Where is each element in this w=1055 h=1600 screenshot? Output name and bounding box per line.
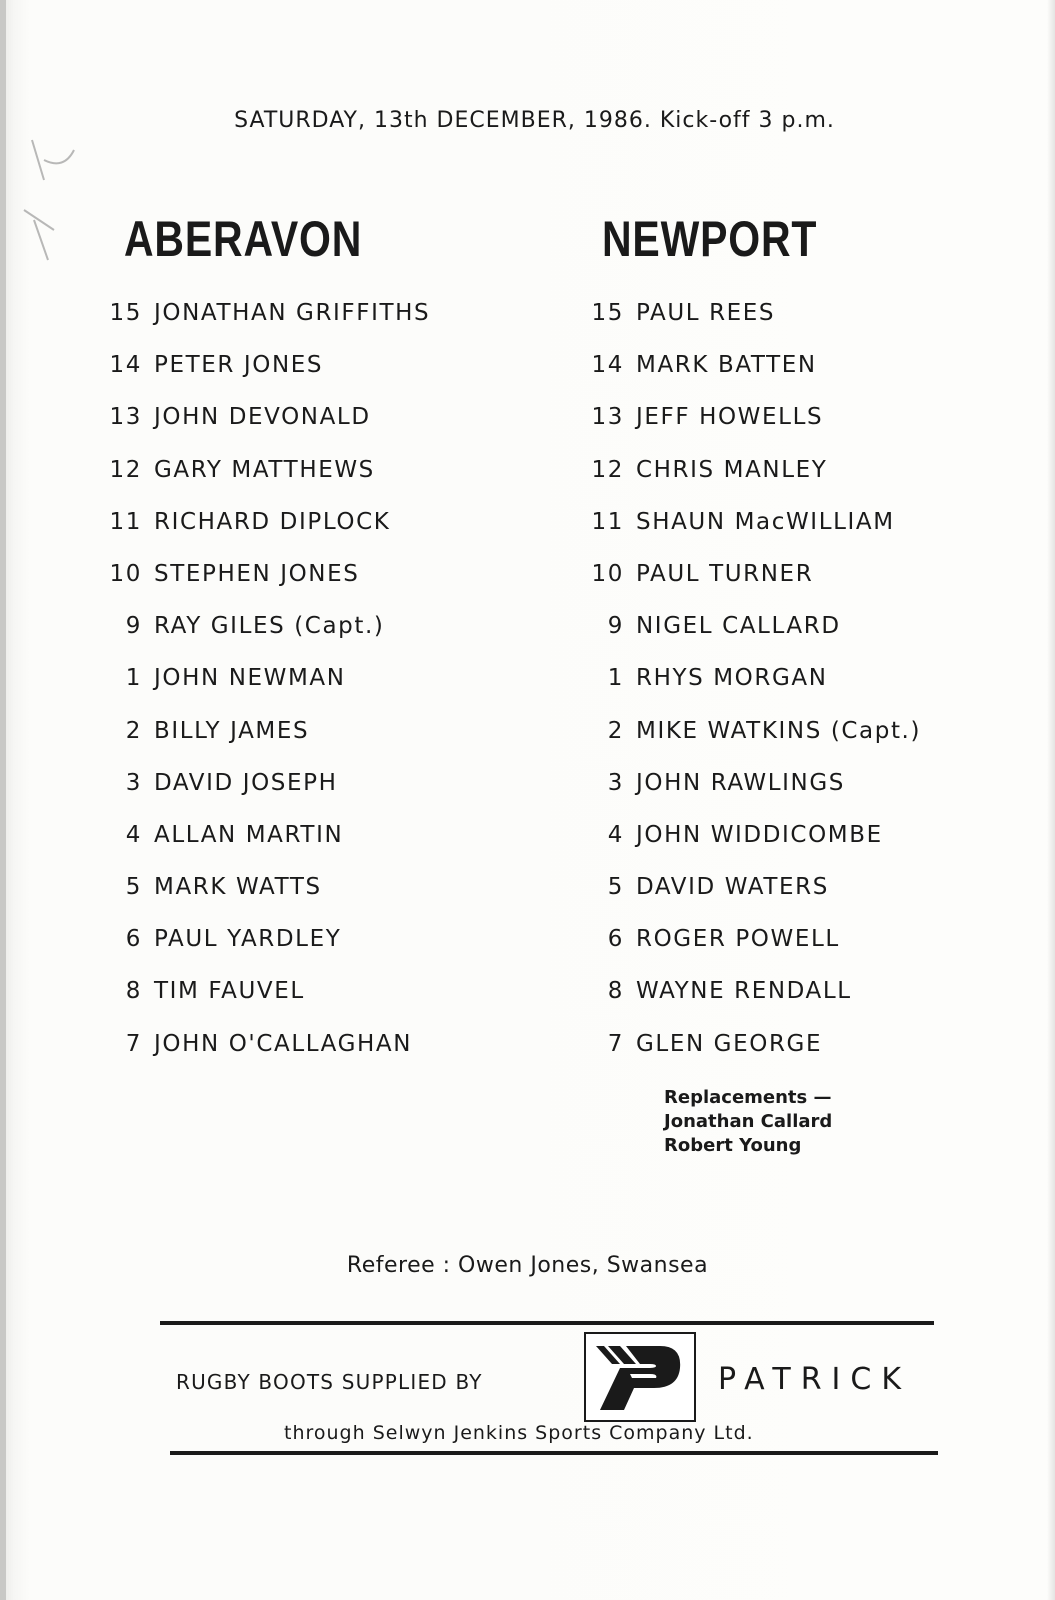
player-name: JOHN NEWMAN xyxy=(154,665,346,692)
player-name: SHAUN MacWILLIAM xyxy=(636,508,895,535)
player-name: CHRIS MANLEY xyxy=(636,456,828,483)
jersey-number: 12 xyxy=(109,456,142,483)
player-row xyxy=(108,453,430,505)
player-name: RAY GILES (Capt.) xyxy=(154,613,385,640)
away-team-roster xyxy=(590,296,921,1079)
player-name: RICHARD DIPLOCK xyxy=(154,508,391,535)
jersey-number: 14 xyxy=(591,352,624,379)
player-row xyxy=(590,609,921,661)
jersey-number: 3 xyxy=(125,769,142,796)
page-edge xyxy=(1047,0,1055,1600)
player-name: JOHN RAWLINGS xyxy=(636,769,845,796)
player-row xyxy=(590,348,921,400)
player-row xyxy=(108,818,430,870)
away-team-name: NEWPORT xyxy=(602,211,818,267)
jersey-number: 1 xyxy=(125,665,142,692)
player-name: DAVID JOSEPH xyxy=(154,769,338,796)
player-row xyxy=(590,818,921,870)
jersey-number: 11 xyxy=(591,508,624,535)
player-row xyxy=(590,922,921,974)
player-name: MIKE WATKINS (Capt.) xyxy=(636,717,922,744)
player-name: JOHN O'CALLAGHAN xyxy=(154,1030,413,1057)
player-row xyxy=(108,922,430,974)
player-name: WAYNE RENDALL xyxy=(636,978,852,1005)
player-name: STEPHEN JONES xyxy=(154,560,360,587)
jersey-number: 15 xyxy=(109,300,142,326)
jersey-number: 3 xyxy=(607,769,624,796)
player-row xyxy=(590,400,921,452)
divider-rule xyxy=(170,1451,938,1455)
player-name: BILLY JAMES xyxy=(154,717,310,744)
jersey-number: 13 xyxy=(591,404,624,431)
player-name: PETER JONES xyxy=(154,352,324,379)
jersey-number: 12 xyxy=(591,456,624,483)
jersey-number: 15 xyxy=(591,300,624,326)
player-row xyxy=(108,609,430,661)
player-row xyxy=(590,296,921,348)
replacements-title: Replacements — xyxy=(664,1087,832,1108)
jersey-number: 9 xyxy=(607,613,624,640)
player-name: MARK WATTS xyxy=(154,874,322,901)
match-date-line: SATURDAY, 13th DECEMBER, 1986. Kick-off 3 p.m. xyxy=(234,108,835,133)
player-name: JONATHAN GRIFFITHS xyxy=(154,300,431,326)
jersey-number: 11 xyxy=(109,508,142,535)
pencil-mark-icon xyxy=(14,120,94,280)
player-row xyxy=(590,1027,921,1079)
jersey-number: 4 xyxy=(125,821,142,848)
player-row xyxy=(590,453,921,505)
jersey-number: 7 xyxy=(125,1030,142,1057)
player-row xyxy=(590,870,921,922)
player-row xyxy=(108,661,430,713)
replacements-block xyxy=(664,1086,832,1158)
player-name: PAUL TURNER xyxy=(636,560,814,587)
jersey-number: 8 xyxy=(607,978,624,1005)
jersey-number: 1 xyxy=(607,665,624,692)
player-row xyxy=(590,766,921,818)
player-name: GLEN GEORGE xyxy=(636,1030,823,1057)
player-name: PAUL YARDLEY xyxy=(154,926,342,953)
player-row xyxy=(590,974,921,1026)
sponsor-brand: PATRICK xyxy=(718,1362,912,1397)
player-row xyxy=(590,714,921,766)
supplier-line: through Selwyn Jenkins Sports Company Ltd. xyxy=(284,1422,754,1444)
jersey-number: 2 xyxy=(607,717,624,744)
player-row xyxy=(108,766,430,818)
divider-rule xyxy=(160,1321,934,1325)
replacement-name: Robert Young xyxy=(664,1135,802,1156)
referee-line: Referee : Owen Jones, Swansea xyxy=(346,1253,709,1278)
home-team-roster xyxy=(108,296,430,1079)
binding-edge xyxy=(0,0,6,1600)
player-row xyxy=(108,348,430,400)
player-row xyxy=(108,296,430,348)
player-name: JEFF HOWELLS xyxy=(636,404,824,431)
jersey-number: 2 xyxy=(125,717,142,744)
player-name: TIM FAUVEL xyxy=(154,978,305,1005)
jersey-number: 9 xyxy=(125,613,142,640)
jersey-number: 6 xyxy=(607,926,624,953)
player-row xyxy=(590,505,921,557)
player-row xyxy=(108,974,430,1026)
jersey-number: 14 xyxy=(109,352,142,379)
player-name: PAUL REES xyxy=(636,300,776,326)
player-name: JOHN WIDDICOMBE xyxy=(636,821,883,848)
player-row xyxy=(108,714,430,766)
player-name: MARK BATTEN xyxy=(636,352,817,379)
player-name: GARY MATTHEWS xyxy=(154,456,375,483)
jersey-number: 13 xyxy=(109,404,142,431)
player-name: ROGER POWELL xyxy=(636,926,840,953)
jersey-number: 10 xyxy=(109,560,142,587)
player-name: ALLAN MARTIN xyxy=(154,821,344,848)
jersey-number: 6 xyxy=(125,926,142,953)
sponsor-label: RUGBY BOOTS SUPPLIED BY xyxy=(176,1370,483,1394)
player-row xyxy=(108,1027,430,1079)
player-row xyxy=(108,557,430,609)
home-team-name: ABERAVON xyxy=(124,211,363,267)
jersey-number: 4 xyxy=(607,821,624,848)
player-name: JOHN DEVONALD xyxy=(154,404,371,431)
player-name: NIGEL CALLARD xyxy=(636,613,841,640)
jersey-number: 5 xyxy=(125,874,142,901)
player-name: DAVID WATERS xyxy=(636,874,829,901)
patrick-p-logo-icon xyxy=(584,1332,696,1422)
player-name: RHYS MORGAN xyxy=(636,665,828,692)
replacement-name: Jonathan Callard xyxy=(664,1111,833,1132)
player-row xyxy=(108,400,430,452)
jersey-number: 7 xyxy=(607,1030,624,1057)
jersey-number: 5 xyxy=(607,874,624,901)
player-row xyxy=(590,661,921,713)
jersey-number: 10 xyxy=(591,560,624,587)
player-row xyxy=(108,505,430,557)
player-row xyxy=(108,870,430,922)
player-row xyxy=(590,557,921,609)
jersey-number: 8 xyxy=(125,978,142,1005)
